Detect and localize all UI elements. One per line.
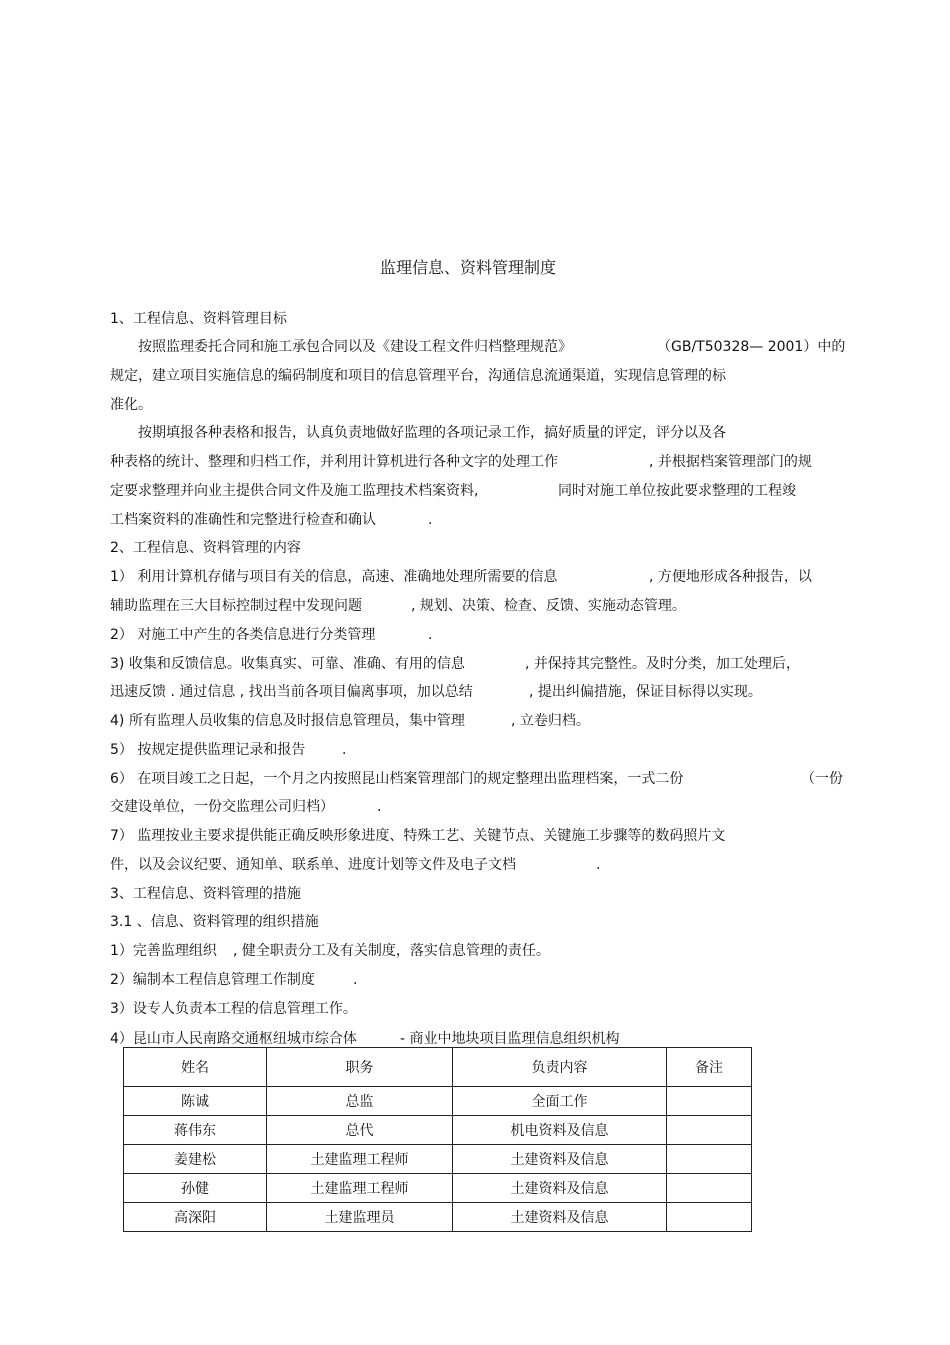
text-line-i6b1: 交建设单位，一份交监理公司归档） [110, 799, 334, 815]
header-name: 姓名 [124, 1048, 267, 1087]
text-line-i1a2: , 方便地形成各种报告，以 [649, 569, 812, 585]
text-line-p2d1: 工档案资料的准确性和完整进行检查和确认 [110, 512, 376, 528]
cell-responsibility: 机电资料及信息 [453, 1116, 667, 1145]
cell-remark [667, 1087, 752, 1116]
cell-remark [667, 1116, 752, 1145]
text-line-i7b2: . [596, 857, 601, 873]
text-line-i2a: 2） 对施工中产生的各类信息进行分类管理 [110, 627, 376, 643]
cell-remark [667, 1145, 752, 1174]
table-row [124, 1145, 752, 1174]
text-line-p2c2: 同时对施工单位按此要求整理的工程竣 [558, 483, 796, 499]
table-row [124, 1174, 752, 1203]
text-line-i3b1: 迅速反馈 . 通过信息 , 找出当前各项目偏离事项，加以总结 [110, 684, 473, 700]
text-line-m4a: 4）昆山市人民南路交通枢纽城市综合体 [110, 1031, 357, 1047]
cell-position: 土建监理员 [267, 1203, 453, 1232]
text-line-m1a: 1）完善监理组织 [110, 943, 217, 959]
cell-responsibility: 土建资料及信息 [453, 1203, 667, 1232]
text-line-i6b2: . [377, 799, 382, 815]
text-line-i5a: 5） 按规定提供监理记录和报告 [110, 742, 306, 758]
cell-name: 高深阳 [124, 1203, 267, 1232]
staff-table [123, 1047, 752, 1232]
text-line-i2b: . [428, 627, 433, 643]
text-line-h1: 1、工程信息、资料管理目标 [110, 311, 287, 327]
cell-remark [667, 1203, 752, 1232]
text-line-i4a: 4) 所有监理人员收集的信息及时报信息管理员，集中管理 [110, 713, 465, 729]
text-line-i6a2: （一份 [801, 771, 843, 787]
cell-name: 蒋伟东 [124, 1116, 267, 1145]
cell-responsibility: 土建资料及信息 [453, 1174, 667, 1203]
cell-position: 土建监理工程师 [267, 1174, 453, 1203]
text-line-p1a: 按照监理委托合同和施工承包合同以及《建设工程文件归档整理规范》 [138, 339, 572, 355]
text-line-p2a: 按期填报各种表格和报告，认真负责地做好监理的各项记录工作，搞好质量的评定，评分以及各 [138, 425, 726, 441]
text-line-i4b: , 立卷归档。 [511, 713, 590, 729]
text-line-m2a: 2）编制本工程信息管理工作制度 [110, 972, 315, 988]
text-line-p1c: 规定，建立项目实施信息的编码制度和项目的信息管理平台，沟通信息流通渠道，实现信息管理的标 [110, 368, 726, 384]
text-line-i3a1: 3) 收集和反馈信息。收集真实、可靠、准确、有用的信息 [110, 656, 465, 672]
text-line-p1b: （GB/T50328— 2001）中的 [657, 339, 846, 355]
text-line-i1a1: 1） 利用计算机存储与项目有关的信息，高速、准确地处理所需要的信息 [110, 569, 558, 585]
table-header-row [124, 1048, 752, 1087]
cell-remark [667, 1174, 752, 1203]
table-row [124, 1203, 752, 1232]
text-line-m4b: - 商业中地块项目监理信息组织机构 [400, 1031, 620, 1047]
text-line-i3b2: , 提出纠偏措施，保证目标得以实现。 [529, 684, 762, 700]
cell-position: 土建监理工程师 [267, 1145, 453, 1174]
cell-responsibility: 全面工作 [453, 1087, 667, 1116]
text-line-i5b: . [342, 742, 347, 758]
text-line-i1b2: , 规划、决策、检查、反馈、实施动态管理。 [411, 598, 686, 614]
cell-responsibility: 土建资料及信息 [453, 1145, 667, 1174]
text-line-i3a2: , 并保持其完整性。及时分类，加工处理后， [525, 656, 800, 672]
text-line-h31: 3.1 、信息、资料管理的组织措施 [110, 914, 319, 930]
page-title: 监理信息、资料管理制度 [379, 258, 556, 277]
text-line-i7a: 7） 监理按业主要求提供能正确反映形象进度、特殊工艺、关键节点、关键施工步骤等的数码照片文 [110, 828, 726, 844]
text-line-p2d2: . [428, 512, 433, 528]
table-row [124, 1116, 752, 1145]
text-line-i1b1: 辅助监理在三大目标控制过程中发现问题 [110, 598, 362, 614]
text-line-i7b1: 件，以及会议纪要、通知单、联系单、进度计划等文件及电子文档 [110, 857, 516, 873]
table-row [124, 1087, 752, 1116]
text-line-h2: 2、工程信息、资料管理的内容 [110, 540, 301, 556]
text-line-m3: 3）设专人负责本工程的信息管理工作。 [110, 1001, 357, 1017]
text-line-m2b: . [353, 972, 358, 988]
text-line-p1d: 准化。 [110, 397, 152, 413]
cell-name: 孙健 [124, 1174, 267, 1203]
text-line-i6a1: 6） 在项目竣工之日起，一个月之内按照昆山档案管理部门的规定整理出监理档案，一式二份 [110, 771, 684, 787]
text-line-p2b2: , 并根据档案管理部门的规 [649, 454, 812, 470]
cell-name: 姜建松 [124, 1145, 267, 1174]
header-remark: 备注 [667, 1048, 752, 1087]
text-line-m1b: , 健全职责分工及有关制度，落实信息管理的责任。 [233, 943, 550, 959]
text-line-p2b1: 种表格的统计、整理和归档工作，并利用计算机进行各种文字的处理工作 [110, 454, 558, 470]
cell-name: 陈诚 [124, 1087, 267, 1116]
header-responsibility: 负责内容 [453, 1048, 667, 1087]
header-position: 职务 [267, 1048, 453, 1087]
cell-position: 总代 [267, 1116, 453, 1145]
text-line-p2c1: 定要求整理并向业主提供合同文件及施工监理技术档案资料, [110, 483, 479, 499]
text-line-h3: 3、工程信息、资料管理的措施 [110, 886, 301, 902]
cell-position: 总监 [267, 1087, 453, 1116]
